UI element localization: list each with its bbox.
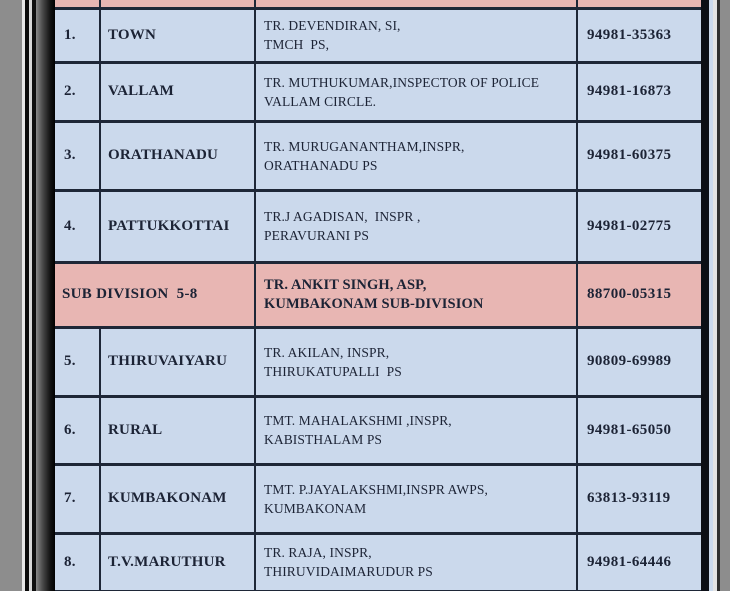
- phone-cell: 90809-69989: [577, 327, 705, 396]
- table-row: [55, 396, 705, 464]
- officer-line2: KUMBAKONAM SUB-DIVISION: [264, 295, 484, 312]
- cutoff-cell: [55, 0, 100, 8]
- phone-cell: 63813-93119: [577, 464, 705, 533]
- officer-cell: [255, 62, 577, 121]
- officer-line2: THIRUVIDAIMARUDUR PS: [264, 564, 433, 579]
- officer-cell: [255, 533, 577, 591]
- cutoff-row-remnant: [55, 0, 705, 8]
- officer-line1: TR. ANKIT SINGH, ASP,: [264, 276, 427, 293]
- officer-cell: [255, 396, 577, 464]
- officer-line1: TMT. P.JAYALAKSHMI,INSPR AWPS,: [264, 481, 488, 497]
- officer-line2: VALLAM CIRCLE.: [264, 93, 377, 109]
- officer-line1: TR. MURUGANANTHAM,INSPR,: [264, 138, 465, 154]
- phone-cell: 94981-02775: [577, 190, 705, 262]
- station-name-cell: PATTUKKOTTAI: [100, 190, 255, 262]
- officer-line1: TMT. MAHALAKSHMI ,INSPR,: [264, 413, 452, 428]
- serial-cell: 4.: [55, 190, 100, 262]
- serial-cell: 8.: [55, 533, 100, 591]
- station-name-cell: ORATHANADU: [100, 121, 255, 190]
- station-name-cell: T.V.MARUTHUR: [100, 533, 255, 591]
- station-name-cell: KUMBAKONAM: [100, 464, 255, 533]
- officer-line1: TR. MUTHUKUMAR,INSPECTOR OF POLICE: [264, 74, 540, 90]
- table-row: [55, 190, 705, 262]
- cutoff-cell: [100, 0, 255, 8]
- sub-division-header-row: [55, 262, 705, 327]
- serial-cell: 3.: [55, 121, 100, 190]
- table-row: [55, 8, 705, 62]
- sub-division-title-cell: SUB DIVISION 5-8: [55, 262, 255, 327]
- phone-cell: 94981-60375: [577, 121, 705, 190]
- officer-cell: [255, 464, 577, 533]
- page-edge-stripe: [717, 0, 720, 591]
- serial-cell: 6.: [55, 396, 100, 464]
- phone-cell: 94981-65050: [577, 396, 705, 464]
- serial-cell: 2.: [55, 62, 100, 121]
- officer-cell: [255, 327, 577, 396]
- officer-cell: [255, 8, 577, 62]
- table-row: [55, 533, 705, 591]
- cutoff-cell: [577, 0, 705, 8]
- officer-line1: TR. AKILAN, INSPR,: [264, 344, 390, 360]
- document-page: [55, 0, 713, 591]
- officer-line2: PERAVURANI PS: [264, 228, 369, 243]
- table-row: [55, 121, 705, 190]
- officer-line2: TMCH PS,: [264, 37, 330, 52]
- table-row: [55, 62, 705, 121]
- station-name-cell: THIRUVAIYARU: [100, 327, 255, 396]
- serial-cell: 1.: [55, 8, 100, 62]
- phone-cell: 94981-35363: [577, 8, 705, 62]
- officer-line1: TR. RAJA, INSPR,: [264, 545, 372, 560]
- station-name-cell: TOWN: [100, 8, 255, 62]
- officer-line2: THIRUKATUPALLI PS: [264, 363, 402, 379]
- phone-cell: 88700-05315: [577, 262, 705, 327]
- officer-line1: TR.J AGADISAN, INSPR ,: [264, 209, 421, 224]
- officer-line2: KUMBAKONAM: [264, 500, 367, 516]
- table-row: [55, 327, 705, 396]
- police-contact-table: [55, 0, 709, 591]
- cutoff-cell: [255, 0, 577, 8]
- page-spine-shadow: [36, 0, 55, 591]
- serial-cell: 5.: [55, 327, 100, 396]
- table-row: [55, 464, 705, 533]
- station-name-cell: VALLAM: [100, 62, 255, 121]
- officer-cell: [255, 262, 577, 327]
- station-name-cell: RURAL: [100, 396, 255, 464]
- officer-cell: [255, 190, 577, 262]
- officer-cell: [255, 121, 577, 190]
- officer-line2: KABISTHALAM PS: [264, 432, 383, 447]
- officer-line2: ORATHANADU PS: [264, 157, 378, 173]
- serial-cell: 7.: [55, 464, 100, 533]
- officer-line1: TR. DEVENDIRAN, SI,: [264, 18, 401, 33]
- phone-cell: 94981-16873: [577, 62, 705, 121]
- phone-cell: 94981-64446: [577, 533, 705, 591]
